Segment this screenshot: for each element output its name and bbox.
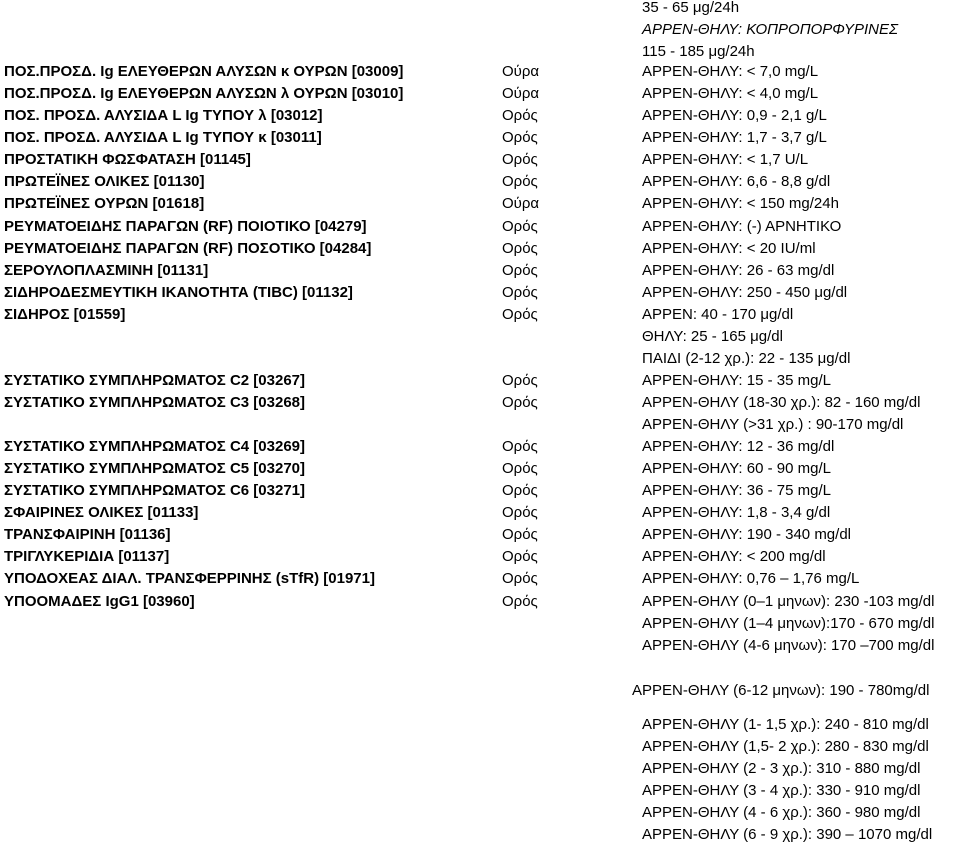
sample-type: Ορός <box>502 284 538 301</box>
reference-range: ΑΡΡΕΝ-ΘΗΛΥ (>31 χρ.) : 90-170 mg/dl <box>642 416 904 433</box>
test-name: ΤΡΙΓΛΥΚΕΡΙΔΙΑ [01137] <box>4 548 170 565</box>
test-name: ΤΡΑΝΣΦΑΙΡΙΝΗ [01136] <box>4 526 171 543</box>
sample-type: Ορός <box>502 151 538 168</box>
reference-range: ΑΡΡΕΝ-ΘΗΛΥ: < 1,7 U/L <box>642 151 809 168</box>
reference-range: ΑΡΡΕΝ-ΘΗΛΥ: 12 - 36 mg/dl <box>642 438 835 455</box>
sample-type: Ορός <box>502 482 538 499</box>
test-name: ΡΕΥΜΑΤΟΕΙΔΗΣ ΠΑΡΑΓΩΝ (RF) ΠΟΙΟΤΙΚΟ [04279] <box>4 218 367 235</box>
test-name: ΠΟΣ. ΠΡΟΣΔ. ΑΛΥΣΙΔΑ L Ig ΤΥΠΟΥ κ [03011] <box>4 129 322 146</box>
sample-type: Ορός <box>502 570 538 587</box>
sample-type: Ορός <box>502 460 538 477</box>
reference-range: ΑΡΡΕΝ-ΘΗΛΥ: 0,76 – 1,76 mg/L <box>642 570 860 587</box>
sample-type: Ορός <box>502 173 538 190</box>
sample-type: Ορός <box>502 394 538 411</box>
reference-range: ΑΡΡΕΝ-ΘΗΛΥ: < 7,0 mg/L <box>642 63 819 80</box>
reference-range: ΑΡΡΕΝ-ΘΗΛΥ: ΚΟΠΡΟΠΟΡΦΥΡΙΝΕΣ <box>642 21 898 38</box>
sample-type: Ορός <box>502 107 538 124</box>
sample-type: Ορός <box>502 372 538 389</box>
test-name: ΠΟΣ.ΠΡΟΣΔ. Ig ΕΛΕΥΘΕΡΩΝ ΑΛΥΣΩΝ λ ΟΥΡΩΝ [03010] <box>4 85 404 102</box>
reference-range: ΑΡΡΕΝ-ΘΗΛΥ (3 - 4 χρ.): 330 - 910 mg/dl <box>642 782 921 799</box>
sample-type: Ορός <box>502 504 538 521</box>
reference-range: ΑΡΡΕΝ-ΘΗΛΥ: 36 - 75 mg/L <box>642 482 831 499</box>
reference-range: ΑΡΡΕΝ-ΘΗΛΥ (2 - 3 χρ.): 310 - 880 mg/dl <box>642 760 921 777</box>
reference-range: ΑΡΡΕΝ-ΘΗΛΥ: 0,9 - 2,1 g/L <box>642 107 827 124</box>
sample-type: Ορός <box>502 593 538 610</box>
reference-range: ΑΡΡΕΝ-ΘΗΛΥ: 15 - 35 mg/L <box>642 372 831 389</box>
test-name: ΥΠΟΔΟΧΕΑΣ ΔΙΑΛ. ΤΡΑΝΣΦΕΡΡΙΝΗΣ (sTfR) [01971] <box>4 570 375 587</box>
reference-range: ΑΡΡΕΝ-ΘΗΛΥ (1- 1,5 χρ.): 240 - 810 mg/dl <box>642 716 929 733</box>
reference-range: ΑΡΡΕΝ-ΘΗΛΥ: (-) ΑΡΝΗΤΙΚΟ <box>642 218 842 235</box>
reference-range: 35 - 65 μg/24h <box>642 0 740 16</box>
sample-type: Ορός <box>502 548 538 565</box>
test-name: ΣΦΑΙΡΙΝΕΣ ΟΛΙΚΕΣ [01133] <box>4 504 199 521</box>
reference-range: ΑΡΡΕΝ-ΘΗΛΥ: < 4,0 mg/L <box>642 85 819 102</box>
sample-type: Ούρα <box>502 63 540 80</box>
test-name: ΠΡΟΣΤΑΤΙΚΗ ΦΩΣΦΑΤΑΣΗ [01145] <box>4 151 251 168</box>
reference-range: ΑΡΡΕΝ-ΘΗΛΥ (6-12 μηνων): 190 - 780mg/dl <box>632 682 930 699</box>
test-name: ΣΥΣΤΑΤΙΚΟ ΣΥΜΠΛΗΡΩΜΑΤΟΣ C5 [03270] <box>4 460 306 477</box>
reference-range: ΑΡΡΕΝ-ΘΗΛΥ (18-30 χρ.): 82 - 160 mg/dl <box>642 394 921 411</box>
test-name: ΣΕΡΟΥΛΟΠΛΑΣΜΙΝΗ [01131] <box>4 262 209 279</box>
test-name: ΣΥΣΤΑΤΙΚΟ ΣΥΜΠΛΗΡΩΜΑΤΟΣ C3 [03268] <box>4 394 306 411</box>
reference-range: ΠΑΙΔΙ (2-12 χρ.): 22 - 135 μg/dl <box>642 350 851 367</box>
reference-range: ΑΡΡΕΝ-ΘΗΛΥ (4 - 6 χρ.): 360 - 980 mg/dl <box>642 804 921 821</box>
test-name: ΣΥΣΤΑΤΙΚΟ ΣΥΜΠΛΗΡΩΜΑΤΟΣ C2 [03267] <box>4 372 306 389</box>
sample-type: Ορός <box>502 438 538 455</box>
reference-range: ΑΡΡΕΝ-ΘΗΛΥ: 26 - 63 mg/dl <box>642 262 835 279</box>
reference-range: 115 - 185 μg/24h <box>642 43 755 60</box>
reference-range: ΑΡΡΕΝ-ΘΗΛΥ: < 20 IU/ml <box>642 240 816 257</box>
test-name: ΥΠΟΟΜΑΔΕΣ IgG1 [03960] <box>4 593 195 610</box>
reference-range: ΑΡΡΕΝ-ΘΗΛΥ (1,5- 2 χρ.): 280 - 830 mg/dl <box>642 738 929 755</box>
reference-range: ΑΡΡΕΝ-ΘΗΛΥ: < 150 mg/24h <box>642 195 839 212</box>
reference-range: ΑΡΡΕΝ-ΘΗΛΥ: < 200 mg/dl <box>642 548 826 565</box>
reference-range: ΑΡΡΕΝ-ΘΗΛΥ: 1,8 - 3,4 g/dl <box>642 504 831 521</box>
test-name: ΣΥΣΤΑΤΙΚΟ ΣΥΜΠΛΗΡΩΜΑΤΟΣ C6 [03271] <box>4 482 306 499</box>
test-name: ΠΟΣ.ΠΡΟΣΔ. Ig ΕΛΕΥΘΕΡΩΝ ΑΛΥΣΩΝ κ ΟΥΡΩΝ [03009] <box>4 63 404 80</box>
sample-type: Ορός <box>502 306 538 323</box>
test-name: ΡΕΥΜΑΤΟΕΙΔΗΣ ΠΑΡΑΓΩΝ (RF) ΠΟΣΟΤΙΚΟ [04284] <box>4 240 372 257</box>
reference-range: ΑΡΡΕΝ-ΘΗΛΥ (0–1 μηνων): 230 -103 mg/dl <box>642 593 935 610</box>
reference-range: ΑΡΡΕΝ-ΘΗΛΥ: 60 - 90 mg/L <box>642 460 831 477</box>
reference-range: ΘΗΛΥ: 25 - 165 μg/dl <box>642 328 783 345</box>
test-name: ΣΥΣΤΑΤΙΚΟ ΣΥΜΠΛΗΡΩΜΑΤΟΣ C4 [03269] <box>4 438 306 455</box>
sample-type: Ορός <box>502 218 538 235</box>
test-name: ΣΙΔΗΡΟΔΕΣΜΕΥΤΙΚΗ ΙΚΑΝΟΤΗΤΑ (TIBC) [01132] <box>4 284 353 301</box>
sample-type: Ούρα <box>502 195 540 212</box>
test-name: ΠΡΩΤΕΪΝΕΣ ΟΥΡΩΝ [01618] <box>4 195 205 212</box>
test-name: ΠΡΩΤΕΪΝΕΣ ΟΛΙΚΕΣ [01130] <box>4 173 205 190</box>
reference-range: ΑΡΡΕΝ-ΘΗΛΥ: 1,7 - 3,7 g/L <box>642 129 827 146</box>
sample-type: Ορός <box>502 240 538 257</box>
sample-type: Ούρα <box>502 85 540 102</box>
test-name: ΣΙΔΗΡΟΣ [01559] <box>4 306 126 323</box>
reference-range: ΑΡΡΕΝ-ΘΗΛΥ: 6,6 - 8,8 g/dl <box>642 173 831 190</box>
sample-type: Ορός <box>502 262 538 279</box>
reference-range: ΑΡΡΕΝ: 40 - 170 μg/dl <box>642 306 794 323</box>
reference-range: ΑΡΡΕΝ-ΘΗΛΥ (6 - 9 χρ.): 390 – 1070 mg/dl <box>642 826 933 843</box>
reference-range: ΑΡΡΕΝ-ΘΗΛΥ (1–4 μηνων):170 - 670 mg/dl <box>642 615 935 632</box>
reference-range: ΑΡΡΕΝ-ΘΗΛΥ: 190 - 340 mg/dl <box>642 526 851 543</box>
reference-range: ΑΡΡΕΝ-ΘΗΛΥ: 250 - 450 μg/dl <box>642 284 848 301</box>
sample-type: Ορός <box>502 129 538 146</box>
test-name: ΠΟΣ. ΠΡΟΣΔ. ΑΛΥΣΙΔΑ L Ig ΤΥΠΟΥ λ [03012] <box>4 107 323 124</box>
sample-type: Ορός <box>502 526 538 543</box>
reference-range: ΑΡΡΕΝ-ΘΗΛΥ (4-6 μηνων): 170 –700 mg/dl <box>642 637 935 654</box>
